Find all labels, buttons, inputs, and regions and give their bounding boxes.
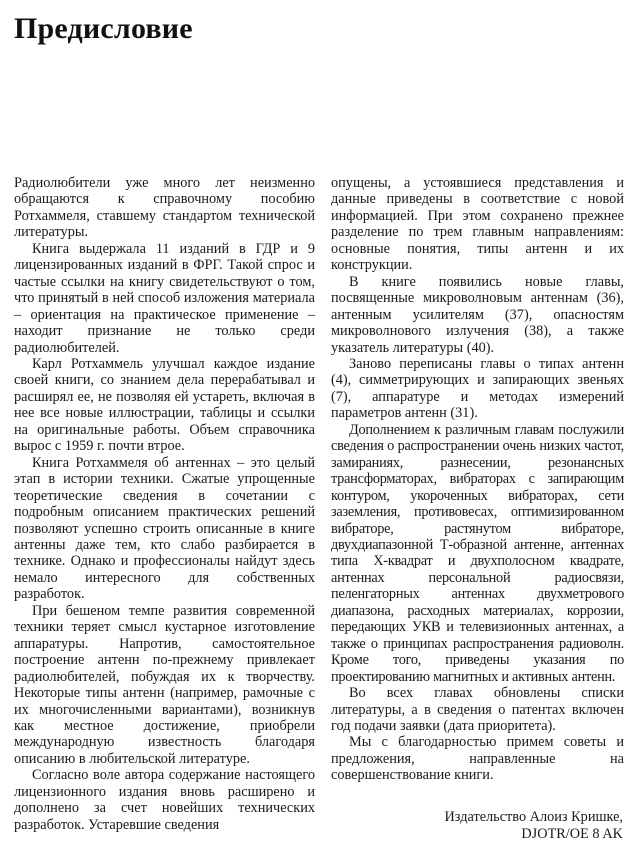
paragraph: Книга Ротхаммеля об антеннах – это целый этап в истории техники. Сжатые упрощенные теоретические сведения в сочетании с подробным описанием практических решений позволяют успешно строить описанные в книге антенны даже тем, кто слабо разбирается в технике. Однако и профессионалы найдут здесь немало интересного для собственных разработок. <box>14 454 315 603</box>
paragraph: Во всех главах обновлены списки литературы, а в сведения о патентах включен год подачи заявки (дата приоритета). <box>331 685 624 734</box>
paragraph: В книге появились новые главы, посвященные микроволновым антеннам (36), антенным усилителям (37), опасностям микроволнового излучения (38), а также указатель литературы (40). <box>331 273 624 356</box>
right-column <box>331 175 624 784</box>
paragraph: Радиолюбители уже много лет неизменно обращаются к справочному пособию Ротхаммеля, ставшему стандартом технической литературы. <box>14 175 315 241</box>
paragraph: Мы с благодарностью примем советы и предложения, направленные на совершенствование книги. <box>331 734 624 784</box>
paragraph: Согласно воле автора содержание настоящего лицензионного издания вновь расширено и дополнено за счет новейших технических разработок. Устаревшие сведения <box>14 767 315 833</box>
paragraph: опущены, а устоявшиеся представления и данные приведены в соответствие с новой информацией. При этом сохранено прежнее разделение по трем главным направлениям: основные понятия, типы антенн и их конструкции. <box>331 175 624 274</box>
publisher-callsign: DJOTR/OE 8 AK <box>521 825 623 842</box>
paragraph: При бешеном темпе развития современной техники теряет смысл кустарное изготовление аппаратуры. Напротив, самостоятельное построение антенн по-прежнему привлекает радиолюбителей, побуждая их к творчеству. Некоторые типы антенн (например, рамочные с их многочисленными вариантами), возникнув как местное достижение, приобрели международную известность благодаря описанию в любительской литературе. <box>14 602 315 767</box>
page-title: Предисловие <box>14 12 193 45</box>
publisher-name: Издательство Алоиз Кришке, <box>444 809 623 825</box>
paragraph: Дополнением к различным главам послужили сведения о распространении очень низких частот, замираниях, разнесении, резонансных трансформаторах, вибраторах с запирающим контуром, укороченных вибраторах, сети заземления, противовесах, оптимизированном вибраторе, растянутом вибраторе, двухдиапазонной Т-образной антенне, антеннах типа X-квадрат и двухполосном квадрате, антеннах персональной радиосвязи, пеленгаторных антеннах двухметрового диапазона, расходных материалах, коррозии, передающих УКВ и телевизионных антеннах, а также о принципах распространения радиоволн. Кроме того, приведены указания по проектированию магнитных и активных антенн. <box>331 421 624 685</box>
paragraph: Заново переписаны главы о типах антенн (4), симметрирующих и запирающих звеньях (7), аппаратуре и методах измерений параметров антенн (31). <box>331 355 624 422</box>
publisher-signature <box>444 809 623 842</box>
paragraph: Книга выдержала 11 изданий в ГДР и 9 лицензированных изданий в ФРГ. Такой спрос и частые ссылки на книгу свидетельствуют о том, что принятый в ней способ изложения материала – ориентация на практическое применение – находит признание не только среди радиолюбителей. <box>14 240 315 356</box>
paragraph: Карл Ротхаммель улучшал каждое издание своей книги, со знанием дела перерабатывал и расширял ее, не позволяя ей устареть, включая в нее все новые иллюстрации, таблицы и ссылки на оригинальные работы. Объем справочника вырос с 1959 г. почти втрое. <box>14 355 315 455</box>
left-column <box>14 175 315 833</box>
